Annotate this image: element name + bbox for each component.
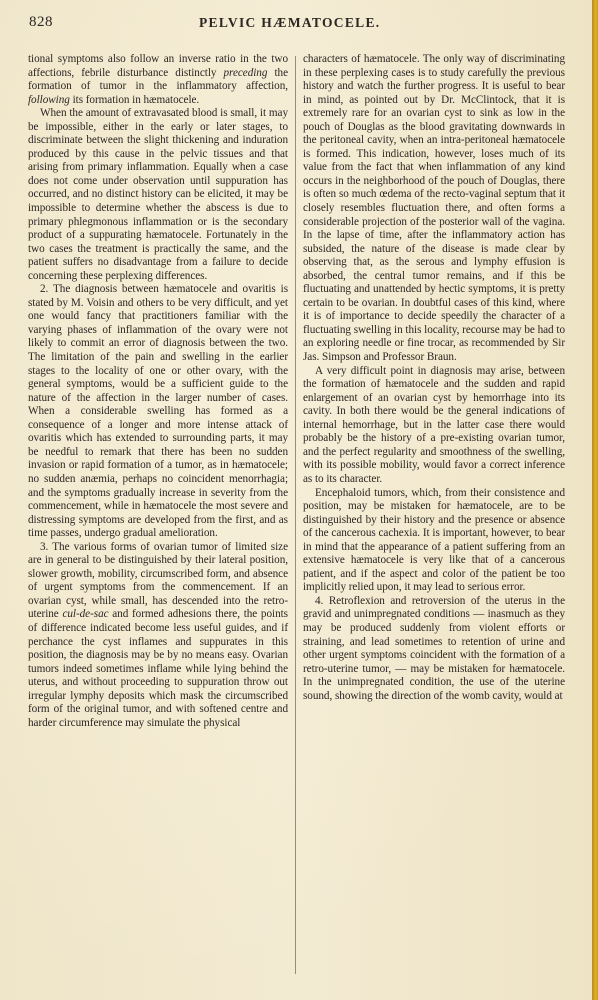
page-edge: [592, 0, 598, 1000]
paragraph: characters of hæmatocele. The only way of discriminating in these perplexing cases is to study carefully the previous history and watch the further progress. It is useful to bear in mind, as pointed out by Dr. McClintock, that it is extremely rare for an ovarian cyst to sink as low in the pouch of Douglas as the blood gravitating downwards in the peritoneal cavity, when an intra-peritoneal hæmatocele is formed. This indication, however, loses much of its value from the fact that when inflammation of any kind occurs in the neighborhood of the pouch of Douglas, there is often so much œdema of the recto-vaginal septum that it closely resembles fluctuation there, and often forms a considerable projection of the posterior wall of the vagina. In the lapse of time, after the inflammatory action has subsided, the nature of the disease is made clear by observing that, as the serous and lymphy effusion is absorbed, the central tumor remains, and if this be fluctuating and unattended by hectic symptoms, it is pretty certain to be ovarian. In doubtful cases of this kind, where it is of importance to decide speedily the character of a fluctuating swelling in this locality, recourse may be had to an exploring needle or fine trocar, as recommended by Sir Jas. Simpson and Professor Braun.: [303, 53, 565, 364]
paragraph: [28, 53, 288, 107]
text-run: its formation in hæmatocele.: [69, 93, 200, 106]
paragraph: 4. Retroflexion and retroversion of the uterus in the gravid and unimpregnated conditions — inasmuch as they may be produced suddenly from violent efforts or straining, and lead sometimes to retention of urine and other urgent symptoms coincident with the formation of a retro-uterine tumor, — may be mistaken for hæmatocele. In the unimpregnated condition, the use of the uterine sound, showing the direction of the womb cavity, would at: [303, 594, 565, 702]
paragraph: Encephaloid tumors, which, from their consistence and position, may be mistaken for hæmatocele, are to be distinguished by their history and the presence or absence of the cancerous cachexia. It is important, however, to bear in mind that the appearance of a patient suffering from an extensive hæmatocele is very like that of a cancerous patient, and if the aspect and color of the patient be too implicitly relied upon, it may lead to serious error.: [303, 486, 565, 594]
italic-text: preceding: [223, 66, 268, 79]
running-title: PELVIC HÆMATOCELE.: [199, 15, 381, 30]
paragraph: [28, 541, 288, 731]
text-run: the formation of tumor in the inflammatory affection,: [28, 66, 288, 93]
italic-text: cul-de-sac: [62, 608, 109, 621]
page-header: [29, 14, 586, 36]
text-run: tional symptoms also follow an inverse ratio in the two affections, febrile disturbance distinctly: [28, 53, 288, 79]
page-number: 828: [29, 14, 53, 30]
column-divider: [295, 56, 296, 974]
paragraph: A very difficult point in diagnosis may arise, between the formation of hæmatocele and the sudden and rapid enlargement of an ovarian cyst by hemorrhage into its cavity. In both there would be the general indications of internal hemorrhage, but in the latter case there would probably be the history of a pre-existing ovarian tumor, and the perfect regularity and smoothness of the swelling, with its possible mobility, would favor a correct inference as to its character.: [303, 364, 565, 485]
paragraph: 2. The diagnosis between hæmatocele and ovaritis is stated by M. Voisin and others to be very difficult, and yet one would fancy that practitioners familiar with the varying phases of inflammation of the ovary were not likely to commit an error of diagnosis between the two. The limitation of the pain and swelling in the earlier stages to the locality of one or other ovary, with the general symptoms, would be a sufficient guide to the nature of the affection in the larger number of cases. When a considerable swelling has formed as a consequence of a longer and more intense attack of ovaritis which has extended to surrounding parts, it may be needful to remark that there has been no sudden invasion or rapid formation of a tumor, as in hæmatocele; no sudden anæmia, perhaps no coincident menorrhagia; and the symptoms gradually increase in severity from the commencement, while in hæmatocele the most severe and distressing symptoms are developed from the first, and as time passes, undergo gradual amelioration.: [28, 283, 288, 540]
right-column: [303, 53, 565, 703]
italic-text: following: [28, 93, 70, 106]
text-run: and formed adhesions there, the points of difference indicated become less useful guides, and if perchance the cyst inflames and suppurates in this position, the diagnosis may be by no means easy. Ovarian tumors indeed sometimes inflame while lying behind the uterus, and without proceeding to suppuration throw out irregular lymphy deposits which mask the circumscribed form of the original tumor, and with softened centre and harder circumference may simulate the physical: [28, 608, 288, 729]
paragraph: When the amount of extravasated blood is small, it may be impossible, either in the early or later stages, to discriminate between the slight thickening and induration produced by this cause in the pelvic tissues and that arising from primary inflammation. Equally when a case does not come under observation until suppuration has occurred, and no distinct history can be elicited, it may be impossible to determine whether the abscess is due to primary phlegmonous inflammation or is the secondary product of a suppurating hæmatocele. Fortunately in the two cases the treatment is practically the same, and the patient suffers no disadvantage from a failure to decide concerning these perplexing differences.: [28, 107, 288, 282]
text-run: 3. The various forms of ovarian tumor of limited size are in general to be distinguished by their lateral position, slower growth, mobility, circumscribed form, and absence of urgent symptoms from the commencement. If an ovarian cyst, while small, has descended into the retro-uterine: [28, 540, 288, 621]
left-column: [28, 53, 288, 730]
